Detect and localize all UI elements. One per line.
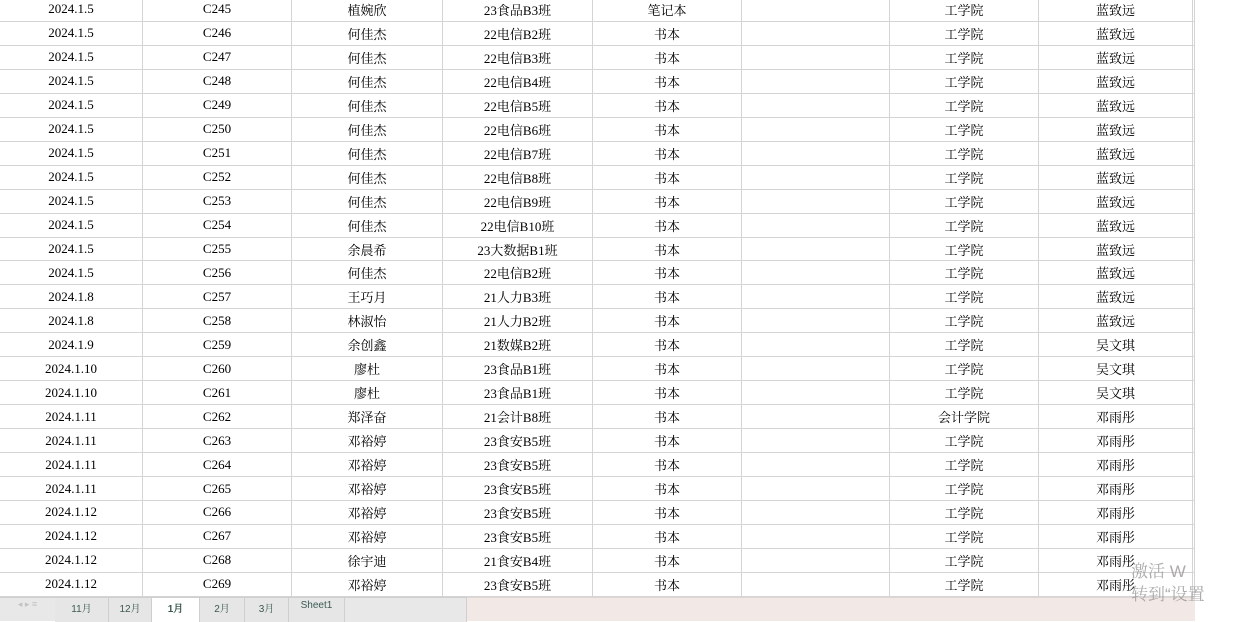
cell-edge[interactable] xyxy=(1193,166,1195,190)
cell-handler[interactable]: 蓝致远 xyxy=(1039,46,1193,70)
cell-edge[interactable] xyxy=(1193,118,1195,142)
cell-class_name[interactable]: 21会计B8班 xyxy=(443,405,593,429)
sheet-tab-bar xyxy=(0,597,467,621)
cell-handler[interactable]: 蓝致远 xyxy=(1039,142,1193,166)
cell-class_name[interactable]: 23食安B5班 xyxy=(443,429,593,453)
cell-student_name[interactable]: 邓裕婷 xyxy=(292,477,443,501)
cell-college[interactable]: 工学院 xyxy=(890,477,1039,501)
cell-class_name[interactable]: 22电信B7班 xyxy=(443,142,593,166)
cell-college[interactable]: 工学院 xyxy=(890,214,1039,238)
watermark-line1: 激活 W xyxy=(1131,562,1186,581)
cell-handler[interactable]: 蓝致远 xyxy=(1039,0,1193,22)
cell-handler[interactable]: 蓝致远 xyxy=(1039,309,1193,333)
cell-code[interactable]: C256 xyxy=(143,261,292,285)
cell-class_name[interactable]: 23食品B1班 xyxy=(443,357,593,381)
cell-notes[interactable] xyxy=(742,549,890,573)
cell-class_name[interactable]: 22电信B2班 xyxy=(443,22,593,46)
cell-edge[interactable] xyxy=(1193,453,1195,477)
cell-notes[interactable] xyxy=(742,501,890,525)
cell-code[interactable]: C246 xyxy=(143,22,292,46)
cell-code[interactable]: C263 xyxy=(143,429,292,453)
cell-code[interactable]: C264 xyxy=(143,453,292,477)
cell-item[interactable]: 书本 xyxy=(593,22,742,46)
cell-edge[interactable] xyxy=(1193,142,1195,166)
cell-date[interactable]: 2024.1.11 xyxy=(0,429,143,453)
cell-code[interactable]: C249 xyxy=(143,94,292,118)
cell-date[interactable]: 2024.1.5 xyxy=(0,238,143,262)
cell-class_name[interactable]: 22电信B9班 xyxy=(443,190,593,214)
cell-class_name[interactable]: 22电信B3班 xyxy=(443,46,593,70)
cell-edge[interactable] xyxy=(1193,333,1195,357)
cell-date[interactable]: 2024.1.5 xyxy=(0,22,143,46)
cell-notes[interactable] xyxy=(742,22,890,46)
cell-edge[interactable] xyxy=(1193,549,1195,573)
cell-code[interactable]: C269 xyxy=(143,573,292,597)
cell-college[interactable]: 工学院 xyxy=(890,429,1039,453)
cell-class_name[interactable]: 23食安B5班 xyxy=(443,453,593,477)
cell-notes[interactable] xyxy=(742,70,890,94)
cell-edge[interactable] xyxy=(1193,309,1195,333)
cell-class_name[interactable]: 22电信B8班 xyxy=(443,166,593,190)
cell-date[interactable]: 2024.1.5 xyxy=(0,190,143,214)
cell-date[interactable]: 2024.1.12 xyxy=(0,525,143,549)
cell-college[interactable]: 工学院 xyxy=(890,333,1039,357)
cell-date[interactable]: 2024.1.5 xyxy=(0,46,143,70)
cell-handler[interactable]: 蓝致远 xyxy=(1039,118,1193,142)
cell-student_name[interactable]: 余晨希 xyxy=(292,238,443,262)
cell-code[interactable]: C253 xyxy=(143,190,292,214)
cell-item[interactable]: 书本 xyxy=(593,453,742,477)
cell-student_name[interactable]: 邓裕婷 xyxy=(292,453,443,477)
cell-student_name[interactable]: 邓裕婷 xyxy=(292,525,443,549)
cell-notes[interactable] xyxy=(742,405,890,429)
cell-student_name[interactable]: 郑泽奋 xyxy=(292,405,443,429)
cell-date[interactable]: 2024.1.11 xyxy=(0,405,143,429)
sheet-tab-2[interactable]: 12月 xyxy=(109,598,152,622)
cell-student_name[interactable]: 林淑怡 xyxy=(292,309,443,333)
cell-class_name[interactable]: 21人力B3班 xyxy=(443,285,593,309)
sheet-tab-1[interactable]: 11月 xyxy=(55,598,109,622)
cell-college[interactable]: 工学院 xyxy=(890,70,1039,94)
cell-handler[interactable]: 邓雨彤 xyxy=(1039,573,1193,597)
cell-notes[interactable] xyxy=(742,94,890,118)
cell-student_name[interactable]: 王巧月 xyxy=(292,285,443,309)
cell-college[interactable]: 工学院 xyxy=(890,261,1039,285)
cell-student_name[interactable]: 何佳杰 xyxy=(292,214,443,238)
cell-student_name[interactable]: 何佳杰 xyxy=(292,166,443,190)
cell-item[interactable]: 书本 xyxy=(593,477,742,501)
cell-notes[interactable] xyxy=(742,190,890,214)
cell-handler[interactable]: 邓雨彤 xyxy=(1039,549,1193,573)
cell-handler[interactable]: 蓝致远 xyxy=(1039,94,1193,118)
cell-date[interactable]: 2024.1.12 xyxy=(0,549,143,573)
sheet-tab-6[interactable]: Sheet1 xyxy=(289,598,345,622)
cell-college[interactable]: 工学院 xyxy=(890,549,1039,573)
cell-notes[interactable] xyxy=(742,166,890,190)
cell-code[interactable]: C262 xyxy=(143,405,292,429)
cell-class_name[interactable]: 22电信B5班 xyxy=(443,94,593,118)
cell-item[interactable]: 书本 xyxy=(593,238,742,262)
cell-item[interactable]: 书本 xyxy=(593,333,742,357)
cell-date[interactable]: 2024.1.5 xyxy=(0,94,143,118)
cell-edge[interactable] xyxy=(1193,214,1195,238)
cell-item[interactable]: 书本 xyxy=(593,166,742,190)
cell-college[interactable]: 工学院 xyxy=(890,118,1039,142)
cell-edge[interactable] xyxy=(1193,405,1195,429)
cell-date[interactable]: 2024.1.11 xyxy=(0,453,143,477)
cell-edge[interactable] xyxy=(1193,285,1195,309)
tab-bar-filler xyxy=(345,598,467,622)
cell-class_name[interactable]: 21人力B2班 xyxy=(443,309,593,333)
cell-edge[interactable] xyxy=(1193,357,1195,381)
cell-item[interactable]: 书本 xyxy=(593,214,742,238)
cell-edge[interactable] xyxy=(1193,46,1195,70)
cell-edge[interactable] xyxy=(1193,261,1195,285)
cell-college[interactable]: 工学院 xyxy=(890,238,1039,262)
cell-code[interactable]: C268 xyxy=(143,549,292,573)
cell-handler[interactable]: 邓雨彤 xyxy=(1039,405,1193,429)
cell-item[interactable]: 书本 xyxy=(593,309,742,333)
cell-notes[interactable] xyxy=(742,477,890,501)
cell-college[interactable]: 工学院 xyxy=(890,22,1039,46)
cell-student_name[interactable]: 余创鑫 xyxy=(292,333,443,357)
cell-item[interactable]: 书本 xyxy=(593,573,742,597)
cell-item[interactable]: 书本 xyxy=(593,70,742,94)
cell-student_name[interactable]: 邓裕婷 xyxy=(292,429,443,453)
cell-date[interactable]: 2024.1.5 xyxy=(0,70,143,94)
cell-handler[interactable]: 蓝致远 xyxy=(1039,214,1193,238)
cell-handler[interactable]: 蓝致远 xyxy=(1039,190,1193,214)
cell-notes[interactable] xyxy=(742,453,890,477)
cell-item[interactable]: 书本 xyxy=(593,46,742,70)
cell-handler[interactable]: 蓝致远 xyxy=(1039,166,1193,190)
cell-student_name[interactable]: 徐宇迪 xyxy=(292,549,443,573)
cell-class_name[interactable]: 23食安B5班 xyxy=(443,477,593,501)
cell-item[interactable]: 书本 xyxy=(593,261,742,285)
cell-notes[interactable] xyxy=(742,238,890,262)
cell-item[interactable]: 笔记本 xyxy=(593,0,742,22)
cell-date[interactable]: 2024.1.12 xyxy=(0,501,143,525)
cell-notes[interactable] xyxy=(742,309,890,333)
cell-class_name[interactable]: 22电信B4班 xyxy=(443,70,593,94)
cell-code[interactable]: C260 xyxy=(143,357,292,381)
cell-edge[interactable] xyxy=(1193,238,1195,262)
cell-handler[interactable]: 邓雨彤 xyxy=(1039,501,1193,525)
cell-code[interactable]: C247 xyxy=(143,46,292,70)
cell-handler[interactable]: 蓝致远 xyxy=(1039,285,1193,309)
cell-handler[interactable]: 蓝致远 xyxy=(1039,238,1193,262)
sheet-tab-5[interactable]: 3月 xyxy=(245,598,289,622)
cell-code[interactable]: C248 xyxy=(143,70,292,94)
status-bottom-bar xyxy=(0,597,1195,615)
cell-item[interactable]: 书本 xyxy=(593,142,742,166)
cell-student_name[interactable]: 何佳杰 xyxy=(292,261,443,285)
cell-item[interactable]: 书本 xyxy=(593,381,742,405)
cell-class_name[interactable]: 23食安B5班 xyxy=(443,573,593,597)
cell-code[interactable]: C259 xyxy=(143,333,292,357)
cell-handler[interactable]: 蓝致远 xyxy=(1039,70,1193,94)
cell-notes[interactable] xyxy=(742,118,890,142)
cell-college[interactable]: 工学院 xyxy=(890,525,1039,549)
cell-code[interactable]: C267 xyxy=(143,525,292,549)
cell-item[interactable]: 书本 xyxy=(593,405,742,429)
cell-student_name[interactable]: 廖杜 xyxy=(292,381,443,405)
cell-notes[interactable] xyxy=(742,0,890,22)
cell-handler[interactable]: 蓝致远 xyxy=(1039,22,1193,46)
cell-edge[interactable] xyxy=(1193,70,1195,94)
cell-class_name[interactable]: 22电信B2班 xyxy=(443,261,593,285)
cell-code[interactable]: C251 xyxy=(143,142,292,166)
cell-date[interactable]: 2024.1.8 xyxy=(0,309,143,333)
cell-notes[interactable] xyxy=(742,357,890,381)
cell-edge[interactable] xyxy=(1193,22,1195,46)
cell-date[interactable]: 2024.1.5 xyxy=(0,118,143,142)
cell-code[interactable]: C255 xyxy=(143,238,292,262)
cell-notes[interactable] xyxy=(742,429,890,453)
cell-item[interactable]: 书本 xyxy=(593,357,742,381)
sheet-tab-3[interactable]: 1月 xyxy=(152,598,200,622)
cell-item[interactable]: 书本 xyxy=(593,525,742,549)
cell-notes[interactable] xyxy=(742,525,890,549)
cell-student_name[interactable]: 何佳杰 xyxy=(292,190,443,214)
watermark-line2: 转到“设置 xyxy=(1131,585,1205,604)
cell-college[interactable]: 工学院 xyxy=(890,573,1039,597)
cell-handler[interactable]: 邓雨彤 xyxy=(1039,429,1193,453)
cell-notes[interactable] xyxy=(742,261,890,285)
cell-item[interactable]: 书本 xyxy=(593,429,742,453)
sheet-tab-4[interactable]: 2月 xyxy=(200,598,245,622)
cell-date[interactable]: 2024.1.11 xyxy=(0,477,143,501)
cell-code[interactable]: C254 xyxy=(143,214,292,238)
cell-code[interactable]: C252 xyxy=(143,166,292,190)
cell-edge[interactable] xyxy=(1193,0,1195,22)
cell-student_name[interactable]: 邓裕婷 xyxy=(292,573,443,597)
cell-notes[interactable] xyxy=(742,214,890,238)
cell-class_name[interactable]: 22电信B10班 xyxy=(443,214,593,238)
cell-student_name[interactable]: 邓裕婷 xyxy=(292,501,443,525)
cell-class_name[interactable]: 23食品B1班 xyxy=(443,381,593,405)
cell-date[interactable]: 2024.1.5 xyxy=(0,261,143,285)
cell-edge[interactable] xyxy=(1193,525,1195,549)
cell-edge[interactable] xyxy=(1193,381,1195,405)
cell-notes[interactable] xyxy=(742,333,890,357)
cell-date[interactable]: 2024.1.10 xyxy=(0,381,143,405)
tab-scroll-arrows[interactable]: ◂ ▸ ≡ xyxy=(17,599,38,609)
cell-item[interactable]: 书本 xyxy=(593,190,742,214)
cell-handler[interactable]: 邓雨彤 xyxy=(1039,525,1193,549)
cell-code[interactable]: C250 xyxy=(143,118,292,142)
cell-student_name[interactable]: 廖杜 xyxy=(292,357,443,381)
cell-item[interactable]: 书本 xyxy=(593,501,742,525)
cell-code[interactable]: C266 xyxy=(143,501,292,525)
cell-item[interactable]: 书本 xyxy=(593,285,742,309)
cell-notes[interactable] xyxy=(742,142,890,166)
horizontal-scrollbar[interactable] xyxy=(467,597,1195,621)
cell-date[interactable]: 2024.1.10 xyxy=(0,357,143,381)
cell-class_name[interactable]: 22电信B6班 xyxy=(443,118,593,142)
cell-date[interactable]: 2024.1.5 xyxy=(0,142,143,166)
cell-code[interactable]: C258 xyxy=(143,309,292,333)
cell-edge[interactable] xyxy=(1193,429,1195,453)
sheet-tabs xyxy=(55,598,345,621)
cell-college[interactable]: 工学院 xyxy=(890,46,1039,70)
cell-class_name[interactable]: 23食品B3班 xyxy=(443,0,593,22)
cell-item[interactable]: 书本 xyxy=(593,549,742,573)
cell-student_name[interactable]: 何佳杰 xyxy=(292,70,443,94)
cell-handler[interactable]: 蓝致远 xyxy=(1039,261,1193,285)
cell-college[interactable]: 工学院 xyxy=(890,453,1039,477)
cell-date[interactable]: 2024.1.8 xyxy=(0,285,143,309)
cell-date[interactable]: 2024.1.5 xyxy=(0,166,143,190)
cell-student_name[interactable]: 植婉欣 xyxy=(292,0,443,22)
cell-date[interactable]: 2024.1.12 xyxy=(0,573,143,597)
cell-class_name[interactable]: 21数媒B2班 xyxy=(443,333,593,357)
cell-college[interactable]: 工学院 xyxy=(890,0,1039,22)
cell-handler[interactable]: 邓雨彤 xyxy=(1039,453,1193,477)
cell-student_name[interactable]: 何佳杰 xyxy=(292,118,443,142)
cell-edge[interactable] xyxy=(1193,573,1195,597)
cell-edge[interactable] xyxy=(1193,94,1195,118)
cell-handler[interactable]: 吴文琪 xyxy=(1039,333,1193,357)
cell-class_name[interactable]: 23食安B5班 xyxy=(443,501,593,525)
cell-college[interactable]: 工学院 xyxy=(890,357,1039,381)
cell-college[interactable]: 工学院 xyxy=(890,190,1039,214)
cell-date[interactable]: 2024.1.5 xyxy=(0,214,143,238)
cell-item[interactable]: 书本 xyxy=(593,94,742,118)
cell-student_name[interactable]: 何佳杰 xyxy=(292,46,443,70)
cell-student_name[interactable]: 何佳杰 xyxy=(292,94,443,118)
cell-handler[interactable]: 吴文琪 xyxy=(1039,381,1193,405)
cell-date[interactable]: 2024.1.9 xyxy=(0,333,143,357)
cell-class_name[interactable]: 21食安B4班 xyxy=(443,549,593,573)
cell-code[interactable]: C245 xyxy=(143,0,292,22)
cell-college[interactable]: 工学院 xyxy=(890,94,1039,118)
cell-handler[interactable]: 邓雨彤 xyxy=(1039,477,1193,501)
cell-college[interactable]: 工学院 xyxy=(890,285,1039,309)
cell-student_name[interactable]: 何佳杰 xyxy=(292,142,443,166)
cell-notes[interactable] xyxy=(742,381,890,405)
cell-notes[interactable] xyxy=(742,573,890,597)
cell-item[interactable]: 书本 xyxy=(593,118,742,142)
cell-student_name[interactable]: 何佳杰 xyxy=(292,22,443,46)
cell-edge[interactable] xyxy=(1193,501,1195,525)
cell-college[interactable]: 工学院 xyxy=(890,381,1039,405)
cell-code[interactable]: C257 xyxy=(143,285,292,309)
cell-notes[interactable] xyxy=(742,285,890,309)
cell-handler[interactable]: 吴文琪 xyxy=(1039,357,1193,381)
cell-code[interactable]: C261 xyxy=(143,381,292,405)
cell-college[interactable]: 工学院 xyxy=(890,166,1039,190)
cell-college[interactable]: 工学院 xyxy=(890,142,1039,166)
cell-college[interactable]: 会计学院 xyxy=(890,405,1039,429)
cell-date[interactable]: 2024.1.5 xyxy=(0,0,143,22)
cell-code[interactable]: C265 xyxy=(143,477,292,501)
cell-class_name[interactable]: 23大数据B1班 xyxy=(443,238,593,262)
cell-college[interactable]: 工学院 xyxy=(890,501,1039,525)
cell-notes[interactable] xyxy=(742,46,890,70)
cell-edge[interactable] xyxy=(1193,190,1195,214)
cell-class_name[interactable]: 23食安B5班 xyxy=(443,525,593,549)
cell-edge[interactable] xyxy=(1193,477,1195,501)
cell-college[interactable]: 工学院 xyxy=(890,309,1039,333)
